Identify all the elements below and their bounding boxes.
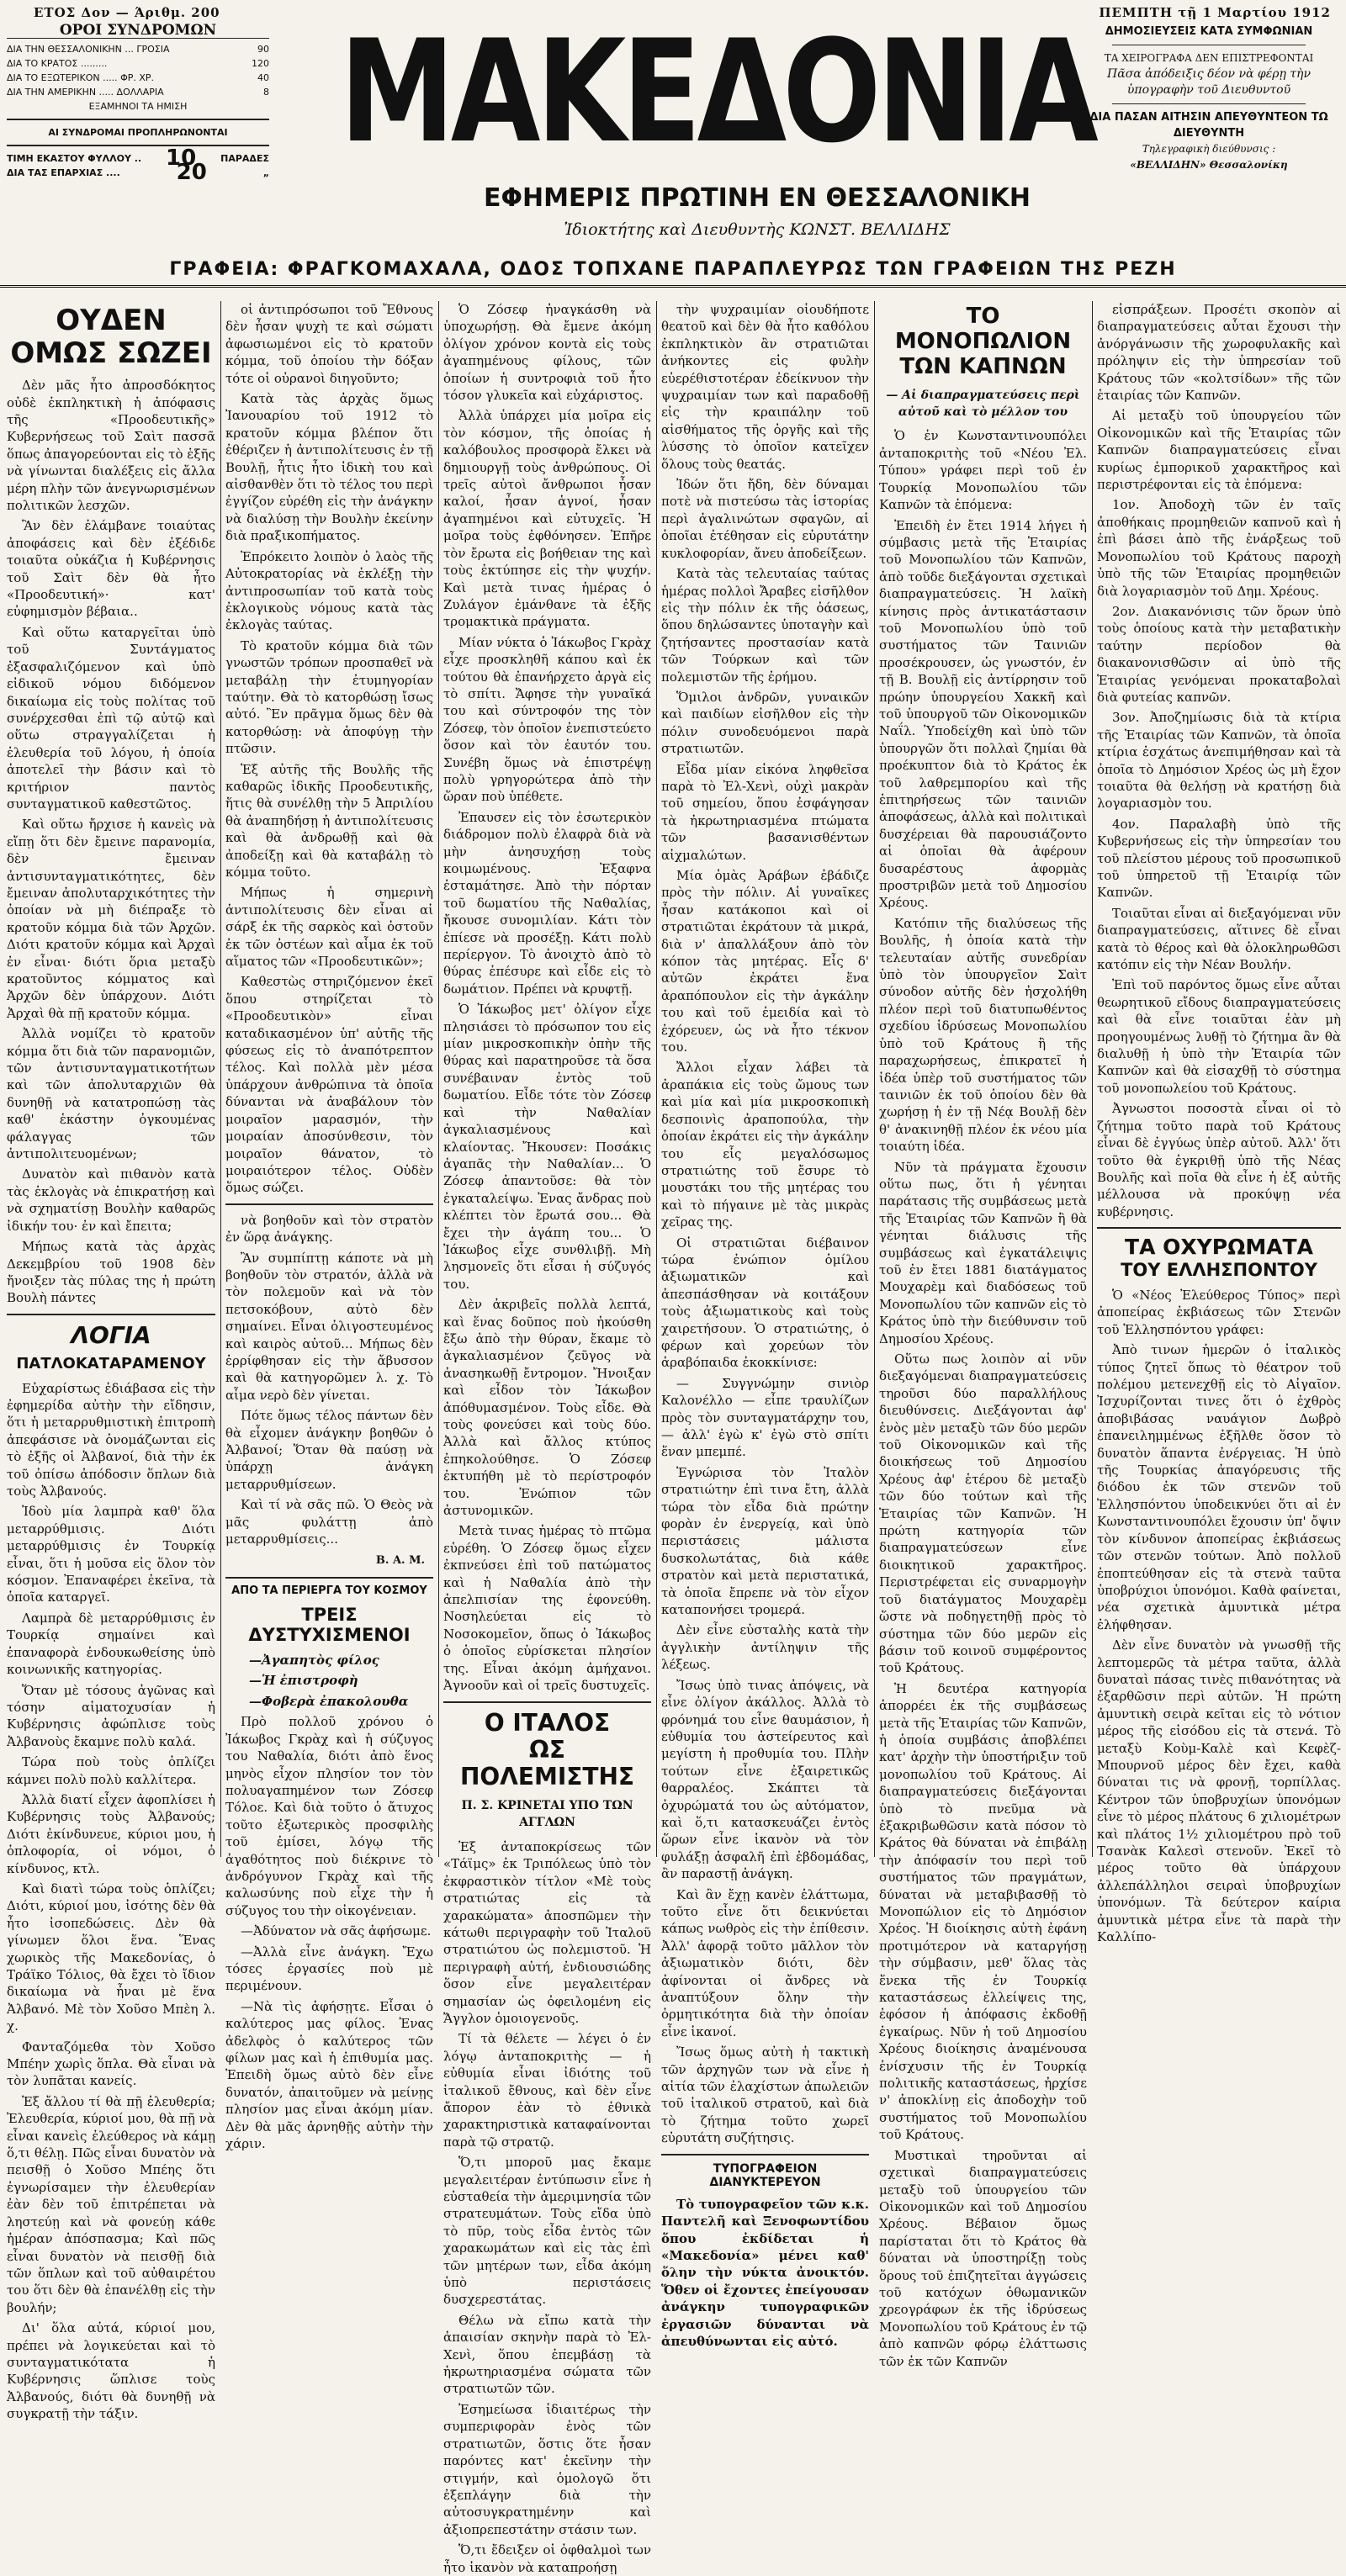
article-paragraph: Ὁ Ἰάκωβος μετ' ὀλίγον εἶχε πλησιάσει τὸ πρόσωπον του εἰς μίαν μικροσκοπικὴν ὀπὴν τῆς θύρας καὶ παρατηροῦσε τὰ ὅσα συνέβαιναν ἐντὸς τοῦ δωματίου. Εἶδε τότε τὸν Ζόσεφ καὶ τὴν Ναθαλίαν ἀγκαλιασμένους καὶ κλαίοντας. Ἤκουσεν: Ποσάκις ἀγαπᾶς τὴν Ναθαλίαν... Ὁ Ζόσεφ ἀπαντοῦσε: θὰ τὸν ἐγκαταλείψω. Ἐνας ἄνδρας ποὺ κλέπτει τὸν ἔρωτά σου... Θὰ ἔχει τὴν ἀγάπη του... Ὁ Ἰάκωβος εἶχε συνθλιβῇ. Μὴ λησμονεῖς ὅτι εἶσαι ἡ σύζυγός του. xyxy=(443,1002,651,1292)
note-line: Πᾶσα ἀπόδειξις δέον νὰ φέρῃ τὴν ὑπογραφὴν τοῦ Διευθυντοῦ xyxy=(1107,67,1311,97)
prepaid-note: ΑΙ ΣΥΝΔΡΟΜΑΙ ΠΡΟΠΛΗΡΩΝΟΝΤΑΙ xyxy=(48,127,228,138)
article-paragraph: εἰσπράξεων. Προσέτι σκοπὸν αἱ διαπραγματεύσεις αὗται ἔχουσι τὴν ἀνόργάνωσιν τῆς χωροφυλακῆς καὶ πρόληψιν εἰς τὴν ὑπηρεσίαν τοῦ Κράτους τῶν «κολτσίδων» τῆς τῶν ἑταιρίας τῶν Καπνῶν. xyxy=(1097,302,1341,404)
article-paragraph: Καὶ διατὶ τώρα τοὺς ὁπλίζει; Διότι, κύριοί μου, ἰσότης δὲν θὰ ἦτο ἰσοπεδώσεις. Δὲν θὰ γίνωμεν ὅλοι ἕνα. Ἕνας χωρικὸς τῆς Μακεδονίας, ὁ Τράϊκο Τόλιος, θὰ ἔχει τὸ ἴδιον δικαίωμα νὰ ἦναι μὲ ἕνα Ἀλβανό. Μὲ τὸν Χοῦσο Μπὲη λ. χ. xyxy=(7,1880,215,2034)
article-paragraph: Ἐπὶ τοῦ παρόντος ὅμως εἶνε αὗται θεωρητικοῦ εἴδους διαπραγματεύσεις καὶ θὰ εἶνε τοιαῦται ἐὰν μὴ προηγουμένως λυθῇ τὸ ζήτημα ἂν θὰ διαλυθῇ ἡ ὑπὸ τὴν Ἑταιρία τῶν Καπνῶν καὶ θὰ εἰσαχθῇ τὸ σύστημα τοῦ μονοπωλείου τοῦ Κράτους. xyxy=(1097,977,1341,1096)
article-paragraph: Ἀλλὰ διατί εἶχεν ἀφοπλίσει ἡ Κυβέρνησις τοὺς Ἀλβανούς; Διότι ἐκίνδυνευε, κύριοι μου, ἡ ὁπλοφορία, οἱ νόμοι, ὁ κίνδυνος, κτλ. xyxy=(7,1791,215,1876)
divider xyxy=(225,1203,433,1205)
column-3 xyxy=(443,301,651,2575)
article-paragraph: Ὁ ἐν Κωνσταντινουπόλει ἀνταποκριτὴς τοῦ «Νέου Ἐλ. Τύπου» γράφει περὶ τοῦ ἐν Τουρκίᾳ Μονοπωλίου τῶν Καπνῶν τὰ ἑπόμενα: xyxy=(879,428,1087,513)
column-2 xyxy=(225,301,433,2152)
subscription-row xyxy=(7,42,269,56)
article-paragraph: Δὲν εἶνε δυνατὸν νὰ γνωσθῇ τῆς λεπτομερῶς τὰ μέτρα ταῦτα, ἀλλὰ δυναταὶ πάσας τινὲς πιθανότητας νὰ ἐξαρθῶσιν περὶ αὐτῶν. Ἡ πρώτη ἀμυντικὴ σειρὰ κεῖται εἰς τὸ νότιον μέρος τῆς εἰσόδου εἰς τὰ στενά. Τὸ μεταξὺ Κοὺμ-Καλὲ καὶ Κεφὲζ-Μπουρνοῦ μέρος δὲν ἔχει, καθὰ δύναται τις νὰ φρονῇ, τορπίλλας. Κέντρον τῶν ὑποβρυχίων ὑπονόμων εἶνε τὸ μέρος πλάτους 6 χιλιομέτρων καὶ πλάτος 1½ χιλιομέτρου πρὸ τοῦ Τσανὰκ Καλεσὶ στενοῦν. Ἐκεῖ τὸ μέρος τοῦτο θὰ ὑπάρχουν ἀλλεπάλληλοι σειραὶ ὑποβρυχίων ὑπονόμων. Τὰ δεύτερον καίρια ἀμυντικὰ μέτρα εἶνε τὰ παρὰ τὴν Καλλίπο- xyxy=(1097,1637,1341,1945)
author-signature: Β. Α. Μ. xyxy=(375,1554,425,1568)
article-paragraph: Ἡ δευτέρα κατηγορία ἀπορρέει ἐκ τῆς συμβάσεως μετὰ τῆς Ἑταιρίας τῶν Καπνῶν, ἡ ὁποία συμβάσις ἀποβλέπει κατ' ἀρχὴν τὴν ὑποστήριξιν τοῦ μονοπωλίου τοῦ Κράτους. Αἱ διαπραγματεύσεις διεξάγονται ὑπὸ τὸ πνεῦμα νὰ ἐξακριβωθῶσιν κατὰ πόσον τὸ Κράτος θὰ δύναται νὰ ἐπιβάλῃ τὴν ἀπόφασίν του περὶ τοῦ συστήματος τῶν πραγμάτων, δύναται νὰ μεταβιβασθῇ τὸ Μονοπώλιον εἰς τὸ Δημόσιον Χρέος. Ἡ διοίκησις αὐτὴ ἐφάνη προτιμότερον νὰ καταργήσῃ τὴν σύμβασιν, μεθ' ὅλας τὰς ἕνεκα τῆς ἐν Τουρκίᾳ καταστάσεως ἐλλείψεις της, ἐφόσον ἡ ἀπόφασις ἐκδοθῇ ἐγκαίρως. Νῦν ἡ τοῦ Δημοσίου Χρέους διοίκησις ἀναμένουσα ἐνίσχυσιν τῆς ἐν Τουρκίᾳ πολιτικῆς καταστάσεως, ἠρχίσε ν' ἀποκλίνῃ εἰς ἀποδοχὴν τοῦ συστήματος τοῦ Μονοπωλίου τοῦ Κράτους. xyxy=(879,1680,1087,2143)
province-label: ΔΙΑ ΤΑΣ ΕΠΑΡΧΙΑΣ .... xyxy=(7,167,120,178)
summary-line: —Ἀγαπητὸς φίλος xyxy=(249,1653,379,1669)
article-paragraph: 3ον. Ἀποζημίωσις διὰ τὰ κτίρια τῆς Ἑταιρίας τῶν Καπνῶν, τὰ ὁποῖα κτίρια ἐσχάτως ἀνεπιμήθησαν καὶ τὰ ὁποῖα τὸ Δημόσιον Χρέος ὡς μὴ ἔχον τοιαῦτα θὰ θελήσῃ νὰ κρατήσῃ διὰ λογαριασμὸν του. xyxy=(1097,710,1341,812)
article-paragraph: Οἱ στρατιῶται διέβαινον τώρα ἐνώπιον ὁμίλου ἀξιωματικῶν καὶ ἀπεσπάσθησαν νὰ κοιτάξουν τοὺς ἀξιωματικοὺς καὶ τοὺς χαιρετήσουν. Ὁ στρατιώτης, ὁ φέρων καὶ χορεύων τὸν ἀραβόπαιδα ἐκοκκίνισε: xyxy=(661,1235,869,1371)
article-paragraph: Πρὸ πολλοῦ χρόνου ὁ Ἰάκωβος Γκρὰχ καὶ ἡ σύζυγος του Ναθαλία, διότι ἀπὸ ἕνος μηνὸς εἶχον πλησίον τον τὸν πολυαγαπημένον των Ζόσεφ Τόλοε. Καὶ διὰ τοῦτο ὁ ἄτυχος τοῦτο ἐξωτερικὸς προσφιλὴς τοῦ ἐμίσει, λόγῳ τῆς ἀγαθότητος ποὺ διέκρινε τὸ ἀνδρόγυνον Γκρὰχ καὶ τῆς καλωσύνης ποὺ εἶχε τὴν ἡ σύζυγος του τὴν οἰκογένειαν. xyxy=(225,1714,433,1918)
row-label: ΔΙΑ ΤΗΝ ΑΜΕΡΙΚΗΝ ..... ΔΟΛΛΑΡΙΑ xyxy=(7,87,164,98)
article-paragraph: Ἀλλὰ ὑπάρχει μία μοῖρα εἰς τὸν κόσμον, τῆς ὁποίας ἡ καλόβουλος προσφορὰ ἔλκει νὰ δημιουργῇ τοὺς ἀνθρώπους. Οἱ τρεῖς αὐτοὶ ἄνθρωποι ἦσαν καλοί, ἦσαν ἁγνοί, ἦσαν ἀγαπημένοι καὶ εὐτυχεῖς. Ἡ μοῖρα τοὺς ἐφθόνησεν. Ἐπῆρε τὸν ἔρωτα εἰς βοήθειαν της καὶ τοὺς ἐκτύπησε εἰς τὴν ψυχήν. Καὶ μετὰ τινας ἡμέρας ὁ Ζυλάγον ἐμάνθανε τὰ ἑξῆς τρομακτικὰ πράγματα. xyxy=(443,408,651,630)
article-paragraph: Δὲν εἶνε εὐσταλὴς κατὰ τὴν ἀγγλικὴν ἀντίληψιν τῆς λέξεως. xyxy=(661,1622,869,1673)
article-paragraph: Καὶ οὕτω καταργεῖται ὑπὸ τοῦ Συντάγματος ἐξασφαλιζόμενον καὶ ὑπὸ εἰδικοῦ νόμου διδόμενον δικαίωμα εἰς τοὺς πολίτας τοῦ συνέρχεσθαι ἐπὶ τῷ αὐτῷ καὶ οὕτω στραγγαλίζεται ἡ ἐλευθερία τοῦ λόγου, ἡ ὁποία ἀποτελεῖ τὴν βάσιν καὶ τὸ κριτήριον παντὸς συνταγματικοῦ καθεστῶτος. xyxy=(7,624,215,812)
article-paragraph: Ὅμιλοι ἀνδρῶν, γυναικῶν καὶ παιδίων εἰσῆλθον εἰς τὴν πόλιν συνοδευόμενοι παρὰ στρατιωτῶν. xyxy=(661,689,869,757)
article-subheadline: Π. Σ. ΚΡΙΝΕΤΑΙ ΥΠΟ ΤΩΝ ΑΓΓΛΩΝ xyxy=(461,1799,633,1830)
article-paragraph: —Ἀλλὰ εἶνε ἀνάγκη. Ἔχω τόσες ἐργασίες ποὺ μὲ περιμένουν. xyxy=(225,1944,433,1994)
offices-banner: ΓΡΑΦΕΙΑ: ΦΡΑΓΚΟΜΑΧΑΛΑ, ΟΔΟΣ ΤΟΠΧΑΝΕ ΠΑΡΑΠΛΕΥΡΩΣ ΤΩΝ ΓΡΑΦΕΙΩΝ ΤΗΣ ΡΕΖΗ xyxy=(0,259,1346,288)
column-rule xyxy=(656,301,657,1857)
article-paragraph: Αἱ μεταξὺ τοῦ ὑπουργείου τῶν Οἰκονομικῶν καὶ τῆς Ἑταιρίας τῶν Καπνῶν διαπραγματεύσεις εἶναι κυρίως ἐμπορικοῦ χαρακτῆρος καὶ περιστρέφονται εἰς τὰ ἑπόμενα: xyxy=(1097,408,1341,493)
column-rule xyxy=(874,301,875,1857)
article-paragraph: Ἐπαυσεν εἰς τὸν ἐσωτερικὸν διάδρομον πολὺ ἐλαφρὰ διὰ νὰ μὴν ἀνησυχήσῃ τοὺς κοιμωμένους. Ἐξαφνα ἐσταμάτησε. Ἀπὸ τὴν πόρταν τοῦ δωματίου τῆς Ναθαλίας, ἤκουσε συνομιλίαν. Κάτι τὸν ἐπίεσε νὰ προσέξῃ. Κάτι πολὺ περίεργον. Τὸ ἀνοιχτὸ ἀπὸ τὸ θύρας ἐπέσυρε καὶ εἶδε εἰς τὸ δωμάτιον. Πρέπει νὰ κρυφτῇ. xyxy=(443,809,651,997)
article-headline: Ο ΙΤΑΛΟΣ xyxy=(484,1708,611,1737)
province-unit: „ xyxy=(262,167,269,178)
article-headline-continued: ΤΟΥ ΕΛΛΗΣΠΟΝΤΟΥ xyxy=(1121,1259,1317,1280)
article-paragraph: Ἀλλὰ νομίζει τὸ κρατοῦν κόμμα ὅτι διὰ τῶν παρανομιῶν, τῶν ἀντισυνταγματικοτήτων καὶ τῶν ἀπολυταρχιῶν θὰ δυνηθῇ νὰ κατατροπώσῃ τὰς καθ' ἑκάστην ὀγκουμένας φάλαγγας τῶν ἀντιπολιτευομένων; xyxy=(7,1026,215,1162)
article-headline: ΤΡΕΙΣ ΔΥΣΤΥΧΙΣΜΕΝΟΙ xyxy=(248,1604,411,1645)
article-paragraph: Τοιαῦται εἶναι αἱ διεξαγόμεναι νῦν διαπραγματεύσεις, αἵτινες δὲ εἶναι κατὰ τὸ θέρος καὶ θὰ ὁλοκληρωθῶσι κατόπιν εἰς τὴν Νέαν Βουλήν. xyxy=(1097,905,1341,973)
article-paragraph: Τί τὰ θέλετε — λέγει ὁ ἐν λόγῳ ἀνταποκριτὴς — ἡ εὐθυμία εἶναι ἰδιότης τοῦ ἰταλικοῦ ἔθνους, καὶ δὲν εἶνε ἄπορον ἐὰν τὸ ἐθνικὰ χαρακτηριστικὰ καταφαίνονται παρὰ τῷ στρατῷ. xyxy=(443,2031,651,2150)
article-paragraph: Δι' ὅλα αὐτά, κύριοί μου, πρέπει νὰ λογικεύεται καὶ τὸ συνταγματικότατα ἡ Κυβέρνησις ὥπλισε τοὺς Ἀλβανούς, διότι θὰ δυνηθῇ νὰ συγκρατῇ τὴν τάξιν. xyxy=(7,2320,215,2422)
article-paragraph: Καὶ τί νὰ σᾶς πῶ. Ὁ Θεὸς νὰ μᾶς φυλάττῃ ἀπὸ μεταρρυθμίσεις... xyxy=(225,1497,433,1547)
row-label: ΔΙΑ ΤΗΝ ΘΕΣΣΑΛΟΝΙΚΗΝ ... ΓΡΟΣΙΑ xyxy=(7,44,170,55)
article-paragraph: — Συγγνώμην σινιὸρ Καλονέλλο — εἶπε τραυλίζων πρὸς τὸν συνταγματάρχην του, — ἀλλ' ἐγὼ κ' ἐγὼ στὸ σπίτι ἕναν μπεμπέ. xyxy=(661,1375,869,1460)
price-unit: ΠΑΡΑΔΕΣ xyxy=(220,153,269,164)
article-paragraph: Ὅταν μὲ τόσους ἀγῶνας καὶ τόσην αἱματοχυσίαν ἡ Κυβέρνησις ἀφώπλισε τοὺς Ἀλβανοὺς ἔκαμνε πολὺ καλά. xyxy=(7,1682,215,1749)
note-line: ΤΑ ΧΕΙΡΟΓΡΑΦΑ ΔΕΝ ΕΠΙΣΤΡΕΦΟΝΤΑΙ xyxy=(1104,52,1314,64)
newspaper-subtitle: ΕΦΗΜΕΡΙΣ ΠΡΩΤΙΝΗ ΕΝ ΘΕΣΣΑΛΟΝΙΚΗ xyxy=(483,183,1031,213)
price-label: ΤΙΜΗ ΕΚΑΣΤΟΥ ΦΥΛΛΟΥ .. xyxy=(7,153,142,164)
article-subheadline: — Αἱ διαπραγματεύσεις περὶ αὐτοῦ καὶ τὸ μέλλον του xyxy=(886,388,1080,420)
article-paragraph: Ἂν δὲν ἐλάμβανε τοιαύτας ἀποφάσεις καὶ δὲν ἐξέδιδε τοιαῦτα οὐκάζια ἡ Κυβέρνησις τοῦ Σαὶτ δὲν θὰ ἦτο «Προοδευτική»· κατ' εὐφημισμὸν βέβαια.. xyxy=(7,518,215,620)
article-paragraph: Ἰδοὺ μία λαμπρὰ καθ' ὅλα μεταρρύθμισις. Διότι μεταρρύθμισις ἐν Τουρκίᾳ εἶναι, ὅτι ἡ μοῦσα εἰς ὅλον τὸν κόσμον. Ἐπαναφέρει ἐκεῖνα, τὰ ὁποῖα καταργεῖ. xyxy=(7,1504,215,1605)
province-value: 20 xyxy=(176,160,207,185)
article-paragraph: —Νὰ τὶς ἀφήσῃτε. Εἶσαι ὁ καλύτερος μας φίλος. Ἐνας ἀδελφὸς ὁ καλύτερος τῶν φίλων μας καὶ ἡ ἐπιθυμία μας. Ἐπειδὴ ὅμως αὐτὸ δὲν εἶνε δυνατόν, ἀπαιτοῦμεν νὰ μείνῃς πλησίον μας εἶναι ἀκόμη μίαν. Δὲν θὰ μᾶς ἀρνηθῇς αὐτὴν τὴν χάριν. xyxy=(225,1998,433,2152)
summary-line: —Ἡ ἐπιστροφὴ xyxy=(249,1673,358,1689)
column-5 xyxy=(879,301,1087,2369)
article-paragraph: Δὲν ἀκριβεῖς πολλὰ λεπτά, καὶ ἕνας δοῦπος ποὺ ἠκούσθη ἔξω ἀπὸ τὴν θύραν, ἔκαμε τὸ ἀγκαλιασμένον ζεῦγος νὰ ἀνασηκωθῇ ἔντρομον. Ἤνοιξαν καὶ εἶδον τὸν Ἰάκωβον ἀπόθυμασμένον. Τοὺς εἶδε. Θὰ τοὺς φονεύσει καὶ τοὺς δύο. Ἀλλὰ καὶ ἄλλος κτύπος ἐπηκολούθησε. Ὁ Ζόσεφ ἐκτυπήθη μὲ τὸ περίστροφόν του. Ἐνώπιον τῶν ἀστυνομικῶν. xyxy=(443,1297,651,1519)
article-paragraph: Ἂν συμπίπτῃ κάποτε νὰ μὴ βοηθοῦν τὸν στρατόν, ἀλλὰ νὰ τὸν πολεμοῦν καὶ νὰ τὸν πετσοκόβουν, αὐτὸ δὲν σημαίνει. Εἶναι ὀλιγοστευμένος καὶ καιρὸς αὐτοῦ... Μήπως δὲν ἐρρίφθησαν εἰς τὴν ἄβυσσον καὶ θὰ κατηγορῶμεν λ. χ. Τὸ αἷμα νερὸ δὲν γίνεται. xyxy=(225,1250,433,1403)
article-headline: ΛΟΓΙΑ xyxy=(71,1320,151,1349)
article-headline: ΟΥΔΕΝ ΟΜΩΣ ΣΩΖΕΙ xyxy=(10,304,212,371)
article-subheadline: ΠΑΤΛΟΚΑΤΑΡΑΜΕΝΟΥ xyxy=(16,1354,206,1373)
article-paragraph: Μυστικαὶ τηροῦνται αἱ σχετικαὶ διαπραγματεύσεις μεταξὺ τοῦ ὑπουργείου τῶν Οἰκονομικῶν καὶ τοῦ Δημοσίου Χρέους. Βέβαιον ὅμως παρίσταται ὅτι τὸ Κράτος θὰ δύναται νὰ ὑποστηρίξῃ τοὺς ὅρους τοῦ ἐπιζητεῖται ἀγγώσεις τοῦ κατόχων ὁθωμανικῶν χρεογράφων ἐκ τῆς ἱδρύσεως Μονοπωλίου τοῦ Κράτους ἐν τῷ ἀπὸ καπνῶν φόρῳ ἐλάττωσις τῶν ἐκ τῶν Καπνῶν xyxy=(879,2147,1087,2369)
row-value: 8 xyxy=(263,87,269,98)
divider xyxy=(1097,1227,1341,1229)
article-paragraph: Δυνατὸν καὶ πιθανὸν κατὰ τὰς ἐκλογὰς νὰ ἐπικρατήσῃ καὶ νὰ σχηματίσῃ Βουλὴν καθαρῶς ἰδικήν του· ἐν καὶ ἔπειτα; xyxy=(7,1166,215,1234)
article-paragraph: Ἀπὸ τινων ἡμερῶν ὁ ἰταλικὸς τύπος ζητεῖ ὅπως τὸ θέατρον τοῦ πολέμου μετενεχθῇ εἰς τὸ Αἰγαῖον. Ἰσχυρίζονται τινες ὅτι ὁ ἐχθρὸς ἀποβιβάσας ναυάγιον Δωβρὸ ἐπανειλημμένως ἐξῆλθε ὅσον τὸ δυνατὸν ἅπαντα ἐνέργειας. Ἡ ὑπὸ τῆς Τουρκίας ἀπαγόρευσις τῆς διόδου ἐκ τῶν στενῶν τοῦ Ἑλλησπόντου ὑποδεικνύει ὅτι αἱ ἐν Κωνσταντινουπόλει ἔχουσιν ὑπ' ὄψιν τὸν κίνδυνον ἀποπείρας ἐκβιάσεως τῶν στενῶν τούτων. Ἀπὸ πολλοῦ ἐποπτεύθησαν εἰς τὰ στενὰ ταῦτα ὑποβρύχιοι ὑπονόμοι. Καθὰ φαίνεται, νέα σχετικὰ ἀμυντικὰ μέτρα ἐλήφθησαν. xyxy=(1097,1342,1341,1632)
article-paragraph: Λαμπρὰ δὲ μεταρρύθμισις ἐν Τουρκίᾳ σημαίνει καὶ ἐπαναφορὰ ἐνδουκωθείσης ὑπὸ κοινωνικῆς κατηγορίας. xyxy=(7,1610,215,1678)
subscription-heading: ΟΡΟΙ ΣΥΝΔΡΟΜΩΝ xyxy=(7,24,269,39)
column-1 xyxy=(7,301,215,2422)
article-paragraph: Τώρα ποὺ τοὺς ὁπλίζει κάμνει πολὺ πολὺ καλλίτερα. xyxy=(7,1754,215,1787)
column-rule xyxy=(1092,301,1093,1857)
article-paragraph: Ἄλλοι εἶχαν λάβει τὰ ἀραπάκια εἰς τοὺς ὤμους των καὶ μία καὶ μία μικροσκοπικὴ δεσποινὶς ἀραποπούλα, τὴν ὁποίαν ἐκράτει εἰς τὴν ἀγκάλην του εἷς μεγαλόσωμος στρατιώτης τοῦ ἔσυρε τὸ μουστάκι του τῆς μητέρας του καὶ τὸ πήγαινε μὲ τὰς μικρὰς χεῖρας της. xyxy=(661,1060,869,1230)
article-paragraph: 4ον. Παραλαβὴ ὑπὸ τῆς Κυβερνήσεως εἰς τὴν ὑπηρεσίαν του τοῦ πλείστου μέρους τοῦ προσωπικοῦ τοῦ ὑπηρετοῦ τῇ Ἑταιρίᾳ τῶν Καπνῶν. xyxy=(1097,816,1341,901)
article-paragraph: Πότε ὅμως τέλος πάντων δὲν θὰ εἶχομεν ἀνάγκην βοηθῶν ὁ Ἀλβανοί; Ὅταν θὰ παύσῃ νὰ ὑπάρχῃ ἀνάγκη μεταρρυθμίσεων. xyxy=(225,1408,433,1492)
row-label: ΔΙΑ ΤΟ ΚΡΑΤΟΣ ......... xyxy=(7,58,108,69)
article-paragraph: 1ον. Ἀποδοχὴ τῶν ἐν ταῖς ἀποθήκαις προμηθειῶν καπνοῦ καὶ ἡ ἐπὶ βάσει ἀπὸ τῆς ἐνάρξεως τοῦ Μονοπωλίου τοῦ Κράτους παροχὴ ὑπὸ τῆς τῶν Ἑταιρίας προμηθειῶν διὰ λογαριασμὸν τοῦ Δημ. Χρέους. xyxy=(1097,497,1341,599)
row-value: 120 xyxy=(252,58,269,69)
article-paragraph: Θέλω νὰ εἴπω κατὰ τὴν ἀπαισίαν σκηνὴν παρὰ τὸ Ἐλ-Χενὶ, ὅπου ἐπεμβάσῃ τὰ ἠκρωτηριασμένα σώματα τῶν στρατιωτῶν τῶν. xyxy=(443,2312,651,2397)
article-paragraph: Μήπως ἡ σημερινὴ ἀντιπολίτευσις δὲν εἶναι αἱ σάρξ ἐκ τῆς σαρκὸς καὶ ὀστοῦν ἐκ τῶν ὀστέων καὶ αἷμα ἐκ τοῦ αἵματος τῶν «Προοδευτικῶν»; xyxy=(225,885,433,970)
divider xyxy=(7,119,269,120)
row-label: ΔΙΑ ΤΟ ΕΞΩΤΕΡΙΚΟΝ ..... ΦΡ. ΧΡ. xyxy=(7,72,155,83)
divider xyxy=(7,1314,215,1315)
article-paragraph: —Ἀδύνατον νὰ σᾶς ἀφήσωμε. xyxy=(241,1923,432,1939)
note-line: ΔΗΜΟΣΙΕΥΣΕΙΣ ΚΑΤΑ ΣΥΜΦΩΝΙΑΝ xyxy=(1105,25,1313,38)
column-rule xyxy=(220,301,221,1857)
article-paragraph: Ἐξ ἀνταποκρίσεως τῶν «Τάϊμς» ἐκ Τριπόλεως ὑπὸ τὸν ἐκφραστικὸν τίτλον «Μὲ τοὺς στρατιώτας εἰς τὰ χαρακώματα» ἀποσπῶμεν τὴν κάτωθι περιγραφὴν τοῦ Ἰταλοῦ στρατιώτου ὡς πολεμιστοῦ. Ἡ περιγραφὴ αὐτή, ἐνδιουσιώδης ὅσον εἶνε μεγαλειτέραν σημασίαν ὡς ὀφειλομένη εἰς Ἄγγλον ὁμοιογενοῦς. xyxy=(443,1838,651,2026)
article-paragraph: Ὅ,τι μποροῦ μας ἔκαμε μεγαλειτέραν ἐντύπωσιν εἶνε ἡ εὐσταθεία τὴν ἀμεριμνησία τῶν στρατευμάτων. Τοὺς εἴδα ὑπὸ τὸ πῦρ, τοὺς εἶδα ἐντὸς τῶν χαρακωμάτων καὶ εἰς τὰς ἐπὶ τῶν μητέρων των, εἶδα ἀκόμη ὑπὸ περιστάσεις δυσχερεστάτας. xyxy=(443,2155,651,2308)
price-value: 10 xyxy=(166,145,197,171)
article-paragraph: Ἐσημείωσα ἰδιαιτέρως τὴν συμπεριφορὰν ἑνὸς τῶν στρατιωτῶν, ὅστις ὅτε ἦσαν παρόντες κατ' ἐκεῖνην τὴν στιγμήν, καὶ ὁμολογῶ ὅτι ἐξεπλάγην διὰ τὴν αὐτοσυγκρατημένην καὶ ἀξιοπρεπεστάτην στάσιν των. xyxy=(443,2401,651,2537)
article-paragraph: Μία ὁμὰς Ἀράβων ἐβάδιζε πρὸς τὴν πόλιν. Αἱ γυναῖκες ἦσαν κατάκοποι καὶ οἱ στρατιῶται ἐκράτουν τὰ μικρά, διὰ ν' ἀπαλλάξουν ἀπὸ τὸν κόπον τὰς μητέρας. Εἷς δ' αὐτῶν ἐκράτει ἕνα ἀραπόπουλον εἰς τὴν ἀγκάλην του καὶ τοῦ ἐμειδία καὶ τὸ ἐχόρευεν, ὡς νὰ ἦτο τέκνον του. xyxy=(661,868,869,1055)
article-paragraph: Εὐχαρίστως ἐδιάβασα εἰς τὴν ἐφημερίδα αὐτὴν τὴν εἴδησιν, ὅτι ἡ μεταρρυθμιστικὴ ἐπιτροπὴ ἀπεφάσισε νὰ ὀνομάζωνται εἰς τὸ ἑξῆς οἱ Ἀλβανοί, διὰ τὴν ἐκ τοῦ ὀπίσω ἀπόδοσιν ὅπλων διὰ τοὺς Ἀλβανούς. xyxy=(7,1380,215,1500)
divider xyxy=(443,1701,651,1703)
article-paragraph: Τὸ κρατοῦν κόμμα διὰ τῶν γνωστῶν τρόπων προσπαθεῖ νὰ μεταβάλῃ τὴν ἐτυμηγορίαν ταύτην. Θὰ τὸ κατορθώσῃ ἴσως αὐτό. Ἓν πρᾶγμα ὅμως δὲν θὰ κατορθώσῃ: νὰ ἀποφύγῃ τὴν πτῶσιν. xyxy=(225,637,433,757)
row-value: 40 xyxy=(257,72,269,83)
summary-line: —Φοβερὰ ἐπακολουθα xyxy=(249,1693,409,1709)
article-paragraph: Εἶδα μίαν εἰκόνα ληφθεῖσα παρὰ τὸ Ἐλ-Χενὶ, οὐχὶ μακρὰν τοῦ σημείου, ὅπου ἐσφάγησαν τὰ ἠκρωτηριασμένα πτώματα τῶν βασανισθέντων αἰχμαλώτων. xyxy=(661,761,869,863)
article-paragraph: Κατὰ τὰς τελευταίας ταύτας ἡμέρας πολλοὶ Ἄραβες εἰσῆλθον εἰς τὴν πόλιν ἐκ τῆς ὀάσεως, ὅπου δηλώσαντες ὑποταγὴν καὶ ζητήσαντες προστασίαν κατὰ τῶν Τούρκων καὶ τῶν πολεμιστῶν τῆς ἐρήμου. xyxy=(661,566,869,685)
owner-line: Ἰδιοκτήτης καὶ Διευθυντὴς ΚΩΝΣΤ. ΒΕΛΛΙΔΗΣ xyxy=(564,220,951,239)
article-paragraph: Νῦν τὰ πράγματα ἔχουσιν οὕτω πως, ὅτι ἡ γένηται παράτασις τῆς συμβάσεως μετὰ τῆς Ἑταιρίας τῶν Καπνῶν ἢ θὰ γένηται διάλυσις τῆς συμβάσεως καὶ ἐγκατάλειψις τοῦ ἐν ἔτει 1881 διατάγματος Μουχαρὲμ καὶ διαδόσεως τοῦ Μονοπωλίου τῶν καπνῶν εἰς τὸ Κράτος ὑπὸ τὴν διεύθυνσιν τοῦ Δημοσίου Χρέους. xyxy=(879,1159,1087,1346)
article-paragraph: Ἐξ αὐτῆς τῆς Βουλῆς τῆς καθαρῶς ἰδικῆς Προοδευτικῆς, ἥτις θὰ συνέλθῃ τὴν 5 Ἀπριλίου θὰ ἀναπηδήσῃ ἡ ἀντιπολίτευσις καὶ θὰ ἀνδρωθῇ καὶ θὰ ἀποδείξῃ καὶ θὰ καταβάλῃ τὸ κόμμα τοῦτο. xyxy=(225,761,433,880)
subscription-row xyxy=(7,56,269,71)
column-rule xyxy=(438,301,439,1857)
article-paragraph: Κατὰ τὰς ἀρχὰς ὅμως Ἰανουαρίου τοῦ 1912 τὸ κρατοῦν κόμμα βλέπον ὅτι ἐθέριζεν ἡ ἀντιπολίτευσις ἐν τῇ Βουλῇ, ἦτις ἦτο ἰδικὴ του καὶ αἰσθανθὲν ὅτι τὸ τέλος του περὶ ἐγγίζον εὐρέθη εἰς τὴν ἀνάγκην νὰ διαλύσῃ τὴν Βουλὴν ἐκείνην διὰ πραξικοπήματος. xyxy=(225,391,433,544)
article-paragraph: Καὶ ἂν ἔχῃ κανὲν ἐλάττωμα, τοῦτο εἶνε ὅτι δεικνύεται κάπως νωθρὸς εἰς τὴν ἐπίθεσιν. Ἀλλ' ἀφορᾷ τοῦτο μᾶλλον τὸν ἀξιωματικὸν διότι, δὲν ἀφίνονται οἱ ἄνδρες νὰ ἀναπτύξουν ὅλην τὴν ὁρμητικότητα διὰ τὴν ὁποίαν εἶνε ἱκανοί. xyxy=(661,1886,869,2039)
issue-number: ΕΤΟΣ Δον — Άριθμ. 200 xyxy=(34,5,220,20)
subscription-row xyxy=(7,71,269,85)
column-6 xyxy=(1097,301,1341,1945)
note-line: ΔΙΑ ΠΑΣΑΝ ΑΙΤΗΣΙΝ ΑΠΕΥΘΥΝΤΕΟΝ ΤΩ ΔΙΕΥΘΥΝΤΗ xyxy=(1089,111,1328,140)
notice-paragraph: Τὸ τυπογραφεῖον τῶν κ.κ. Παντελῆ καὶ Ξενοφωντίδου ὅπου ἐκδίδεται ἡ «Μακεδονία» μένει καθ' ὅλην τὴν νύκτα ἀνοικτόν. Ὅθεν οἱ ἔχοντες ἐπείγουσαν ἀνάγκην τυπογραφικῶν ἐργασιῶν δύνανται νὰ ἀπευθύνωνται εἰς αὐτό. xyxy=(661,2196,869,2350)
article-paragraph: Φανταζόμεθα τὸν Χοῦσο Μπέην χωρὶς ὅπλα. Θὰ εἶναι νὰ τὸν λυπᾶται κανείς. xyxy=(7,2039,215,2089)
article-paragraph: Ἐξ ἄλλου τί θὰ πῇ ἐλευθερία; Ἐλευθερία, κύριοί μου, θὰ πῇ νὰ εἶναι κανεὶς ἐλεύθερος νὰ κάμῃ ὅ,τι θέλῃ. Πῶς εἶναι δυνατὸν νὰ πεισθῇ ὁ Χοῦσο Μπέης ὅτι ἐγνωρίσαμεν τὴν ἐλευθερίαν ἐὰν δὲν τοῦ ἐπιτρέπεται νὰ ληστεύῃ καὶ νὰ φονεύῃ κάθε ἡμέραν ἀπόσπασμα; Καὶ πῶς εἶναι δυνατὸν νὰ πεισθῇ διὰ τῶν ὅπλων καὶ τοῦ αὐθαιρέτου του ὅτι δὲν θὰ ἐπανέλθῃ εἰς τὴν βουλήν; xyxy=(7,2093,215,2315)
article-paragraph: Μίαν νύκτα ὁ Ἰάκωβος Γκρὰχ εἶχε προσκληθῆ κάπου καὶ ἐκ τούτου θὰ ἐπανήρχετο ἀργὰ εἰς τὸ σπίτι. Ἄφησε τὴν γυναῖκά του καὶ σύντροφόν της τὸν Ζόσεφ, τὸν ὁποῖον ἐνεπιστεύετο ὅσον καὶ τὸν ἑαυτόν του. Συνέβη ὅμως νὰ ἐπιστρέψῃ πολὺ γρηγορώτερα ἀπὸ τὴν ὥραν ποὺ ὑπέθετε. xyxy=(443,634,651,805)
publication-notes xyxy=(1078,24,1339,173)
article-paragraph: νὰ βοηθοῦν καὶ τὸν στρατὸν ἐν ὥρᾳ ἀνάγκης. xyxy=(225,1212,433,1246)
divider xyxy=(225,1577,433,1579)
article-paragraph: Καθεστὼς στηριζόμενον ἐκεῖ ὅπου στηρίζεται τὸ «Προοδευτικὸν» εἶναι καταδικασμένον ὑπ' αὐτῆς τῆς φύσεως εἰς τὸ ἀναπότρεπτον τέλος. Καὶ πολλὰ μὲν μέσα ὑπάρχουν ἀνθρώπινα τὰ ὁποῖα δύνανται νὰ ἀναβάλουν τὸν μοιραῖον μαρασμόν, τὴν μοιραίαν ἀποσύνθεσιν, τὸν μοιραῖον θάνατον, τὸ μοιραιότερον τέλος. Οὐδὲν ὅμως σώζει. xyxy=(225,974,433,1196)
column-4 xyxy=(661,301,869,2350)
article-paragraph: Καὶ οὕτω ἤρχισε ἡ κανεὶς νὰ εἴπῃ ὅτι δὲν ἔμεινε παρανομία, δὲν ἔμειναν ἀντισυνταγματικότητες, δὲν ἔμειναν ἀπολυταρχικότητες τὴν ὁποίαν νὰ μὴ διέπραξε τὸ κρατοῦν κόμμα διὰ τῶν Ἀρχῶν. Διότι κρατοῦν κόμμα καὶ Ἀρχαὶ ἐν εἶναι· διότι ὅρια μεταξὺ κρατοῦντος κόμματος καὶ Ἀρχῶν δὲν ὑπάρχουν. Διότι Ἀρχαὶ θὰ πῇ κρατοῦν κόμμα. xyxy=(7,817,215,1021)
article-paragraph: Μήπως κατὰ τὰς ἀρχὰς Δεκεμβρίου τοῦ 1908 δὲν ἤνοιξεν τὰς πύλας της ἡ πρώτη Βουλὴ πάντες xyxy=(7,1239,215,1306)
article-paragraph: Δὲν μᾶς ἦτο ἀπροσδόκητος οὐδὲ ἐκπληκτικὴ ἡ ἀπόφασις τῆς «Προοδευτικῆς» Κυβερνήσεως τοῦ Σαὶτ πασσᾶ ὅπως ἀπαγορεύονται εἰς τὸ ἑξῆς νὰ γίνωνται διαλέξεις εἰς ἄλλα μέρη πλὴν τῶν ἀνεγνωρισμένων πολιτικῶν λεσχῶν. xyxy=(7,378,215,514)
article-paragraph: Ἴσως ὑπὸ τινας ἀπόψεις, νὰ εἶνε ὀλίγον ἀκάλλος. Ἀλλὰ τὸ φρόνημά του εἶνε θαυμάσιον, ἡ εὐθυμία του ἀστείρευτος καὶ μεγίστη ἡ προθυμία του. Πλὴν τούτων εἶνε ἐξαιρετικῶς θαρραλέος. Σκάπτει τὰ ὀχυρώματά του ὡς αὐτόματον, καὶ ὅ,τι κατασκευάζει ἐντὸς ὥρων εἶνε ἱκανὸν νὰ τὸν φυλάξῃ ἀσφαλῆ ἐπὶ ἑβδομάδας, ἂν παραστῇ ἀνάγκη. xyxy=(661,1677,869,1882)
price-row xyxy=(7,145,269,171)
issue-date: ΠΕΜΠΤΗ τῇ 1 Μαρτίου 1912 xyxy=(1099,5,1331,20)
province-price-row xyxy=(7,160,269,185)
article-paragraph: Οὕτω πως λοιπὸν αἱ νῦν διεξαγόμεναι διαπραγματεύσεις τηροῦσι δύο παραλλήλους διευθύνσεις. Διεξάγονται ἀφ' ἑνὸς μὲν μεταξὺ τῶν δύο μερῶν τοῦ Οἰκονομικῶν καὶ τῆς διοικήσεως τοῦ Δημοσίου Χρέους ἀφ' ἑτέρου δὲ μεταξὺ τῶν δύο τούτων καὶ τῆς Ἑταιρίας τῶν Καπνῶν. Ἡ πρώτη κατηγορία τῶν διαπραγματεύσεων εἶνε διοικητικοῦ χαρακτῆρος. Περιστρέφεται εἰς συναρμογὴν τοῦ διατάγματος Μουχαρὲμ ὥστε νὰ ποδηγετηθῇ πρὸς τὸ σύστημα τῶν δύο μερῶν εἰς βάσιν τοῦ κοινοῦ συμφέροντος τοῦ Κράτους. xyxy=(879,1351,1087,1676)
article-paragraph: οἱ ἀντιπρόσωποι τοῦ Ἔθνους δὲν ἦσαν ψυχὴ τε καὶ σώματι ἀφωσιωμένοι εἰς τὸ κρατοῦν κόμμα, τοῦ ὁποίου τὴν δόξαν τότε οἱ οὐρανοὶ διηγοῦντο; xyxy=(225,302,433,386)
article-headline: ΤΟ ΜΟΝΟΠΩΛΙΟΝ xyxy=(894,304,1072,354)
telegraph-address: «ΒΕΛΛΙΔΗΝ» Θεσσαλονίκη xyxy=(1130,159,1288,171)
article-paragraph: Ἐπειδὴ ἐν ἔτει 1914 λήγει ἡ σύμβασις μετὰ τῆς Ἑταιρίας τοῦ Μονοπωλίου τῶν Καπνῶν, ἀπὸ τοῦδε διεξάγονται σχετικαὶ διαπραγματεύσεις. Ἡ λαϊκὴ κίνησις πρὸς ἀντικατάστασιν τοῦ Μονοπωλίου ὑπὸ τοῦ συστήματος τῶν Ταινιῶν προσέκρουσεν, ὡς γνωστόν, ἐν τῇ Β. Βουλῇ εἰς ἀντίρρησιν τοῦ πρώην ὑπουργείου Χακκῆ καὶ τοῦ ὑπουργοῦ τῶν Οἰκονομικῶν Ναΐλ. Ὑποδείχθη καὶ ὑπὸ τῶν ὑπουργῶν ὅτι πολλαὶ ζημίαι θὰ προέκυπτον διὰ τὸ Κράτος ἐκ τοῦ λαθρεμπορίου καὶ τῆς ἐπιτηρήσεως τῶν ταινιῶν ἀποφάσεως, ἀλλὰ καὶ πολιτικαὶ δυσχέρειαι θὰ παρουσιάζοντο αἱ ὁποῖαι θὰ ἀφέρουν δυσαρέστους ἀφορμὰς προστριβῶν μετὰ τοῦ Δημοσίου Χρέους. xyxy=(879,517,1087,911)
section-rubric: ΤΥΠΟΓΡΑΦΕΙΟΝ ΔΙΑΝΥΚΤΕΡΕΥΟΝ xyxy=(709,2161,821,2189)
semester-note: ΕΞΑΜΗΝΟΙ ΤΑ ΗΜΙΣΗ xyxy=(88,101,188,112)
article-paragraph: Κατόπιν τῆς διαλύσεως τῆς Βουλῆς, ἡ ὁποία κατὰ τὴν τελευταίαν αὐτῆς συνεδρίαν ὑπὸ τὸν ὑπουργεῖον Σαὶτ σύνοδον αὐτῆς δὲν ἠσχολήθη πλέον περὶ τοῦ διατυπωθέντος σχεδίου ἱδρύσεως Μονοπωλίου ὑπὸ τοῦ Κράτους ἢ τῆς παραχωρήσεως, ἐπικρατεῖ ἡ ἰδέα ὑπὲρ τοῦ συστήματος τῶν ταινιῶν ἐκ τοῦ ὁποίου δὲν θὰ χωρήσῃ ἡ ἐν τῇ Νέᾳ Βουλῇ δὲν θ' ἀνακινηθῇ πλέον ἐκ νέου μία τοιαύτη ἰδέα. xyxy=(879,915,1087,1155)
article-paragraph: Μετὰ τινας ἡμέρας τὸ πτῶμα εὑρέθη. Ὁ Ζόσεφ ὅμως εἶχεν ἐκπνεύσει ἐπὶ τοῦ πατώματος καὶ ἡ Ναθαλία ἀπὸ τὴν ἀπελπισίαν της ἐφονεύθη. Νοσηλεύεται εἰς τὸ Νοσοκομεῖον, ὅπως ὁ Ἰάκωβος ὁ ὁποῖος εὑρίσκεται πλησίον της. Εἶναι ἀκόμη ἀμήχανοι. Ἀγνοοῦν καὶ οἱ τρεῖς δυστυχεῖς. xyxy=(443,1523,651,1694)
article-headline-continued: ΤΩΝ ΚΑΠΝΩΝ xyxy=(899,353,1067,379)
article-headline-continued: ΩΣ ΠΟΛΕΜΙΣΤΗΣ xyxy=(459,1735,635,1791)
article-paragraph: Ὅ,τι ἔδειξεν οἱ ὀφθαλμοὶ των ἦτο ἱκανὸν νὰ καταπροήσῃ xyxy=(443,2542,651,2575)
article-paragraph: Ἀγνωστοι ποσοστὰ εἶναι οἱ τὸ ζήτημα τοῦτο παρὰ τοῦ Κράτους εἶναι δὲ ἐγγύως ὑπὲρ αὐτοῦ. Ἀλλ' ὅτι τοῦτο θὰ ἐγκριθῇ ὑπὸ τῆς Νέας Βουλῆς καὶ ποῖα θὰ εἶνε ἡ ἐξ αὐτῆς μέλλουσα νὰ προκύψῃ νέα κυβέρνησις. xyxy=(1097,1101,1341,1219)
article-paragraph: Ὁ Ζόσεφ ἠναγκάσθη νὰ ὑποχωρήσῃ. Θὰ ἔμενε ἀκόμη ὀλίγον χρόνον κοντὰ εἰς τοὺς ἀγαπημένους φίλους, τῶν ὁποίων ἡ συντροφιὰ τοῦ ἦτο τόσον γλυκεῖα καὶ εὐχάριστος. xyxy=(443,302,651,404)
divider xyxy=(661,2154,869,2155)
article-paragraph: Ἐπρόκειτο λοιπὸν ὁ λαὸς τῆς Αὐτοκρατορίας νὰ ἐκλέξῃ τὴν ἀντιπροσωπίαν τοῦ κατὰ τοὺς ἐκλογικοὺς νόμους κατὰ τὰς ἐκλογὰς ταύτας. xyxy=(225,548,433,633)
masthead xyxy=(0,0,1346,282)
newspaper-title: ΜΑΚΕΔΟΝΙΑ xyxy=(339,9,1094,174)
article-paragraph: τὴν ψυχραιμίαν οἱουδήποτε θεατοῦ καὶ δὲν θὰ ἦτο καθόλου ἐκπληκτικὸν ἂν στρατιῶται ἀνήκοντες εἰς φυλὴν εὐερέθιστοτέραν ἐδείκνυον τὴν ψυχραιμίαν των καὶ παραδοθῇ εἰς τὴν κραιπάλην τοῦ αἰσθήματος τῆς ὀργῆς καὶ τῆς λύσσης τὸ ὁποῖον κατεῖχεν ὅλους τοὺς θεατάς. xyxy=(661,302,869,472)
article-paragraph: Ἐγνώρισα τὸν Ἰταλὸν στρατιώτην ἐπὶ τινα ἔτη, ἀλλὰ τώρα τὸν εἶδα διὰ πρώτην φορὰν ἐν ἐνεργείᾳ, καὶ ὑπὸ περιστάσεις μάλιστα δυσκολωτάτας, διὰ κάθε στρατὸν καὶ μετὰ περιστατικά, τὰ ὁποῖα ἔπρεπε νὰ τὸν εἶχον καταπονήσει τρομερά. xyxy=(661,1464,869,1618)
article-paragraph: 2ον. Διακανόνισις τῶν ὅρων ὑπὸ τοὺς ὁποίους κατὰ τὴν μεταβατικὴν ταύτην περίοδον θὰ διακανονισθῶσιν αἱ ὑπὸ τῆς Ἑταιρίας γενόμεναι προκαταβολαὶ διὰ φυτείας καπνῶν. xyxy=(1097,603,1341,705)
article-headline: ΤΑ ΟΧΥΡΩΜΑΤΑ xyxy=(1125,1235,1313,1260)
article-paragraph: Ἰδών ὅτι ἤδη, δὲν δύναμαι ποτὲ νὰ πιστεύσω τὰς ἱστορίας περὶ ἀγαλινώτων σφαγῶν, αἱ ὁποῖαι ἐτέθησαν εἰς εὐρυτάτην κυκλοφορίαν, ἄνευ ἀποδείξεων. xyxy=(661,477,869,561)
divider xyxy=(1112,103,1306,104)
subscription-row xyxy=(7,85,269,99)
note-line: Τηλεγραφικὴ διεύθυνσις : xyxy=(1142,143,1276,155)
section-rubric: ΑΠΟ ΤΑ ΠΕΡΙΕΡΓΑ ΤΟΥ ΚΟΣΜΟΥ xyxy=(231,1584,427,1597)
article-paragraph: Ἴσως ὅμως αὐτὴ ἡ τακτικὴ τῶν ἀρχηγῶν των νὰ εἶνε ἡ αἰτία τῶν ἐλαχίστων ἀπωλειῶν τοῦ ἰταλικοῦ στρατοῦ, καὶ διὰ τὸ ζήτημα τοῦτο χωρεῖ εὐρυτάτη συζήτησις. xyxy=(661,2044,869,2146)
article-paragraph: Ὁ «Νέος Ἐλεύθερος Τύπος» περὶ ἀποπείρας ἐκβιάσεως τῶν Στενῶν τοῦ Ἑλλησπόντου γράφει: xyxy=(1097,1288,1341,1337)
row-value: 90 xyxy=(257,44,269,55)
subscription-box xyxy=(7,22,269,185)
divider xyxy=(7,145,269,146)
